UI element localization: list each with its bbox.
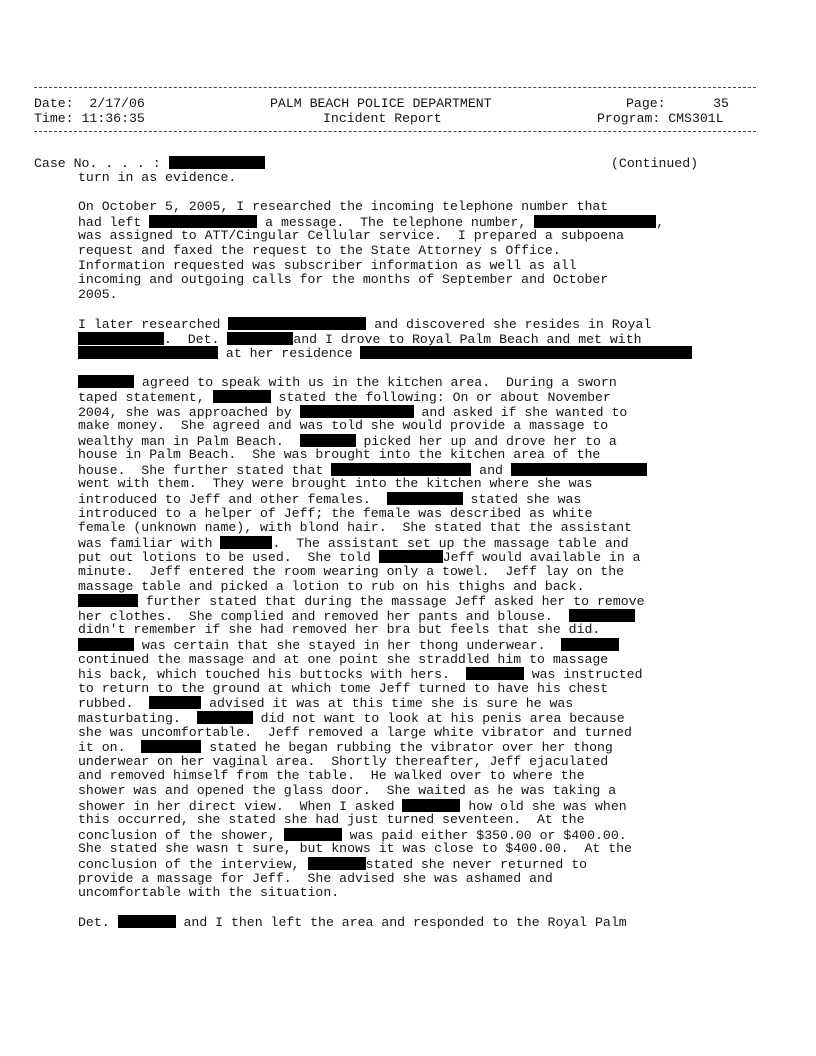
text-run: his back, which touched his buttocks with hers.	[78, 667, 466, 683]
text-run: was paid either $350.00 or $400.00.	[341, 827, 627, 843]
redaction	[78, 594, 138, 607]
redaction	[379, 550, 443, 563]
text-line	[78, 448, 778, 463]
text-line	[78, 755, 778, 770]
header-time: Time: 11:36:35	[34, 111, 145, 126]
text-line	[78, 828, 778, 843]
paragraph-gap	[78, 186, 778, 201]
text-line	[78, 346, 778, 361]
paragraph-gap	[78, 361, 778, 376]
paragraph-gap	[78, 901, 778, 916]
report-type: Incident Report	[323, 111, 442, 126]
text-line	[78, 273, 778, 288]
text-run: was familiar with	[78, 535, 221, 551]
text-run: Det.	[78, 915, 118, 931]
header-bottom-rule	[34, 131, 756, 132]
text-line	[78, 259, 778, 274]
text-run: did not want to look at his penis area because	[252, 710, 625, 726]
text-line	[78, 784, 778, 799]
redaction	[402, 799, 460, 812]
redaction	[169, 156, 265, 169]
text-run: conclusion of the shower,	[78, 827, 284, 843]
paragraph-gap	[78, 302, 778, 317]
text-line	[78, 507, 778, 522]
text-line	[78, 594, 778, 609]
text-run: and I then left the area and responded to the Royal Palm	[175, 915, 627, 931]
redaction	[300, 434, 356, 447]
text-run: and discovered she resides in Royal	[366, 316, 652, 332]
text-run: conclusion of the interview,	[78, 856, 308, 872]
redaction	[118, 915, 176, 928]
text-run: to return to the ground at which tome Jeff turned to have his chest	[78, 680, 609, 696]
text-line	[78, 915, 778, 930]
text-run: house in Palm Beach. She was brought into the kitchen area of the	[78, 447, 601, 463]
text-run: continued the massage and at one point she straddled him to massage	[78, 651, 609, 667]
text-run: minute. Jeff entered the room wearing only a towel. Jeff lay on the	[78, 564, 625, 580]
text-line	[78, 842, 778, 857]
redaction	[228, 317, 366, 330]
text-run: this occurred, she stated she had just turned seventeen. At the	[78, 812, 585, 828]
text-run: how old she was when	[460, 798, 627, 814]
text-run: . The assistant set up the massage table and	[272, 535, 629, 551]
case-number-row	[34, 156, 265, 171]
text-line	[78, 492, 778, 507]
text-line	[78, 813, 778, 828]
redaction	[331, 463, 471, 476]
case-number-label: Case No. . . . :	[34, 156, 161, 171]
text-line	[78, 667, 778, 682]
text-run: uncomfortable with the situation.	[78, 885, 340, 901]
text-run: massage table and picked a lotion to rub on his thighs and back.	[78, 578, 585, 594]
report-paragraph	[78, 915, 778, 930]
text-run: went with them. They were brought into the kitchen where she was	[78, 476, 593, 492]
text-run: stated he began rubbing the vibrator over her thong	[201, 740, 613, 756]
text-run: stated she never returned to	[365, 856, 588, 872]
redaction	[308, 857, 366, 870]
text-run: was instructed	[523, 667, 643, 683]
redaction	[78, 332, 164, 345]
text-run: ,	[656, 214, 665, 230]
text-run: introduced to Jeff and other females.	[78, 492, 387, 508]
redaction	[78, 375, 134, 388]
text-run: agreed to speak with us in the kitchen area. During a sworn	[134, 375, 617, 391]
text-line	[78, 857, 778, 872]
text-line	[78, 638, 778, 653]
text-line	[78, 726, 778, 741]
text-line	[78, 580, 778, 595]
redaction	[569, 609, 635, 622]
text-run: at her residence	[218, 346, 361, 362]
redaction	[511, 463, 647, 476]
text-run: I later researched	[78, 316, 229, 332]
text-line	[78, 872, 778, 887]
department-name: PALM BEACH POLICE DEPARTMENT	[270, 96, 492, 111]
text-line	[78, 477, 778, 492]
redaction	[220, 536, 272, 549]
program-id: Program: CMS301L	[597, 111, 724, 126]
report-paragraph	[78, 200, 778, 302]
header-date: Date: 2/17/06	[34, 96, 145, 111]
text-run: Information requested was subscriber information as well as all	[78, 257, 577, 273]
text-run: Jeff would available in a	[442, 550, 641, 566]
text-run: female (unknown name), with blond hair. She stated that the assistant	[78, 520, 632, 536]
report-paragraph	[78, 375, 778, 900]
text-run: and removed himself from the table. He walked over to where the	[78, 768, 585, 784]
text-run: and	[471, 462, 511, 478]
text-run: masturbating.	[78, 710, 197, 726]
report-paragraph	[78, 171, 778, 186]
text-run: 2004, she was approached by	[78, 404, 300, 420]
text-run: advised it was at this time she is sure he was	[201, 696, 574, 712]
text-run: make money. She agreed and was told she would provide a massage to	[78, 418, 609, 434]
text-line	[78, 536, 778, 551]
text-run: underwear on her vaginal area. Shortly thereafter, Jeff ejaculated	[78, 753, 609, 769]
text-line	[78, 521, 778, 536]
text-run: put out lotions to be used. She told	[78, 550, 379, 566]
continued-label: (Continued)	[611, 156, 699, 171]
text-run: request and faxed the request to the State Attorney s Office.	[78, 242, 561, 258]
text-line	[78, 288, 778, 303]
text-line	[78, 682, 778, 697]
text-run: picked her up and drove her to a	[355, 433, 617, 449]
text-line	[78, 171, 778, 186]
redaction	[213, 390, 271, 403]
text-line	[78, 886, 778, 901]
redaction	[227, 332, 293, 345]
text-run: taped statement,	[78, 389, 213, 405]
text-run: introduced to a helper of Jeff; the female was described as white	[78, 505, 593, 521]
redaction	[197, 711, 253, 724]
text-run: further stated that during the massage Jeff asked her to remove	[138, 594, 645, 610]
text-line	[78, 463, 778, 478]
text-run: was certain that she stayed in her thong underwear.	[134, 638, 562, 653]
redaction	[466, 667, 524, 680]
text-line	[78, 405, 778, 420]
text-run: and asked if she wanted to	[413, 404, 628, 420]
text-line	[78, 390, 778, 405]
text-line	[78, 696, 778, 711]
text-line	[78, 623, 778, 638]
text-line	[78, 565, 778, 580]
text-line	[78, 653, 778, 668]
text-run: provide a massage for Jeff. She advised she was ashamed and	[78, 870, 553, 886]
text-line	[78, 799, 778, 814]
redaction	[78, 638, 134, 651]
text-run: She stated she wasn t sure, but knows it was close to $400.00. At the	[78, 841, 632, 857]
redaction	[141, 740, 201, 753]
redaction	[300, 405, 414, 418]
redaction	[284, 828, 342, 841]
text-line	[78, 375, 778, 390]
text-run: had left	[78, 214, 150, 230]
text-line	[78, 434, 778, 449]
text-run: wealthy man in Palm Beach.	[78, 433, 300, 449]
text-run: it on.	[78, 740, 142, 756]
redaction	[78, 346, 218, 359]
text-line	[78, 244, 778, 259]
text-line	[78, 419, 778, 434]
text-run: stated she was	[462, 492, 582, 508]
redaction	[360, 346, 692, 359]
text-run: stated the following: On or about November	[270, 389, 611, 405]
report-paragraph	[78, 317, 778, 361]
text-line	[78, 317, 778, 332]
text-run: and I drove to Royal Palm Beach and met with	[293, 331, 642, 347]
text-run: her clothes. She complied and removed her pants and blouse.	[78, 608, 569, 624]
text-line	[78, 550, 778, 565]
text-line	[78, 332, 778, 347]
text-run: house. She further stated that	[78, 462, 332, 478]
text-line	[78, 229, 778, 244]
text-run: rubbed.	[78, 696, 150, 712]
text-line	[78, 200, 778, 215]
text-line	[78, 609, 778, 624]
redaction	[149, 696, 201, 709]
redaction	[149, 215, 257, 228]
text-run: was assigned to ATT/Cingular Cellular service. I prepared a subpoena	[78, 228, 625, 244]
text-line	[78, 215, 778, 230]
text-run: she was uncomfortable. Jeff removed a large white vibrator and turned	[78, 724, 632, 740]
text-run: turn in as evidence.	[78, 170, 237, 185]
text-run: didn't remember if she had removed her bra but feels that she did.	[78, 622, 601, 638]
header-top-rule	[34, 87, 756, 88]
redaction	[561, 638, 619, 651]
text-line	[78, 740, 778, 755]
text-run: a message. The telephone number,	[257, 214, 535, 230]
report-body	[78, 171, 778, 930]
text-run: shower in her direct view. When I asked	[78, 798, 403, 814]
redaction	[534, 215, 656, 228]
redaction	[387, 492, 463, 505]
text-line	[78, 711, 778, 726]
text-run: On October 5, 2005, I researched the incoming telephone number that	[78, 199, 609, 215]
text-run: . Det.	[164, 331, 228, 347]
text-run: shower was and opened the glass door. She waited as he was taking a	[78, 782, 617, 798]
text-run: 2005.	[78, 286, 118, 302]
text-line	[78, 769, 778, 784]
text-run: incoming and outgoing calls for the months of September and October	[78, 272, 609, 288]
page-number: Page: 35	[626, 96, 729, 111]
